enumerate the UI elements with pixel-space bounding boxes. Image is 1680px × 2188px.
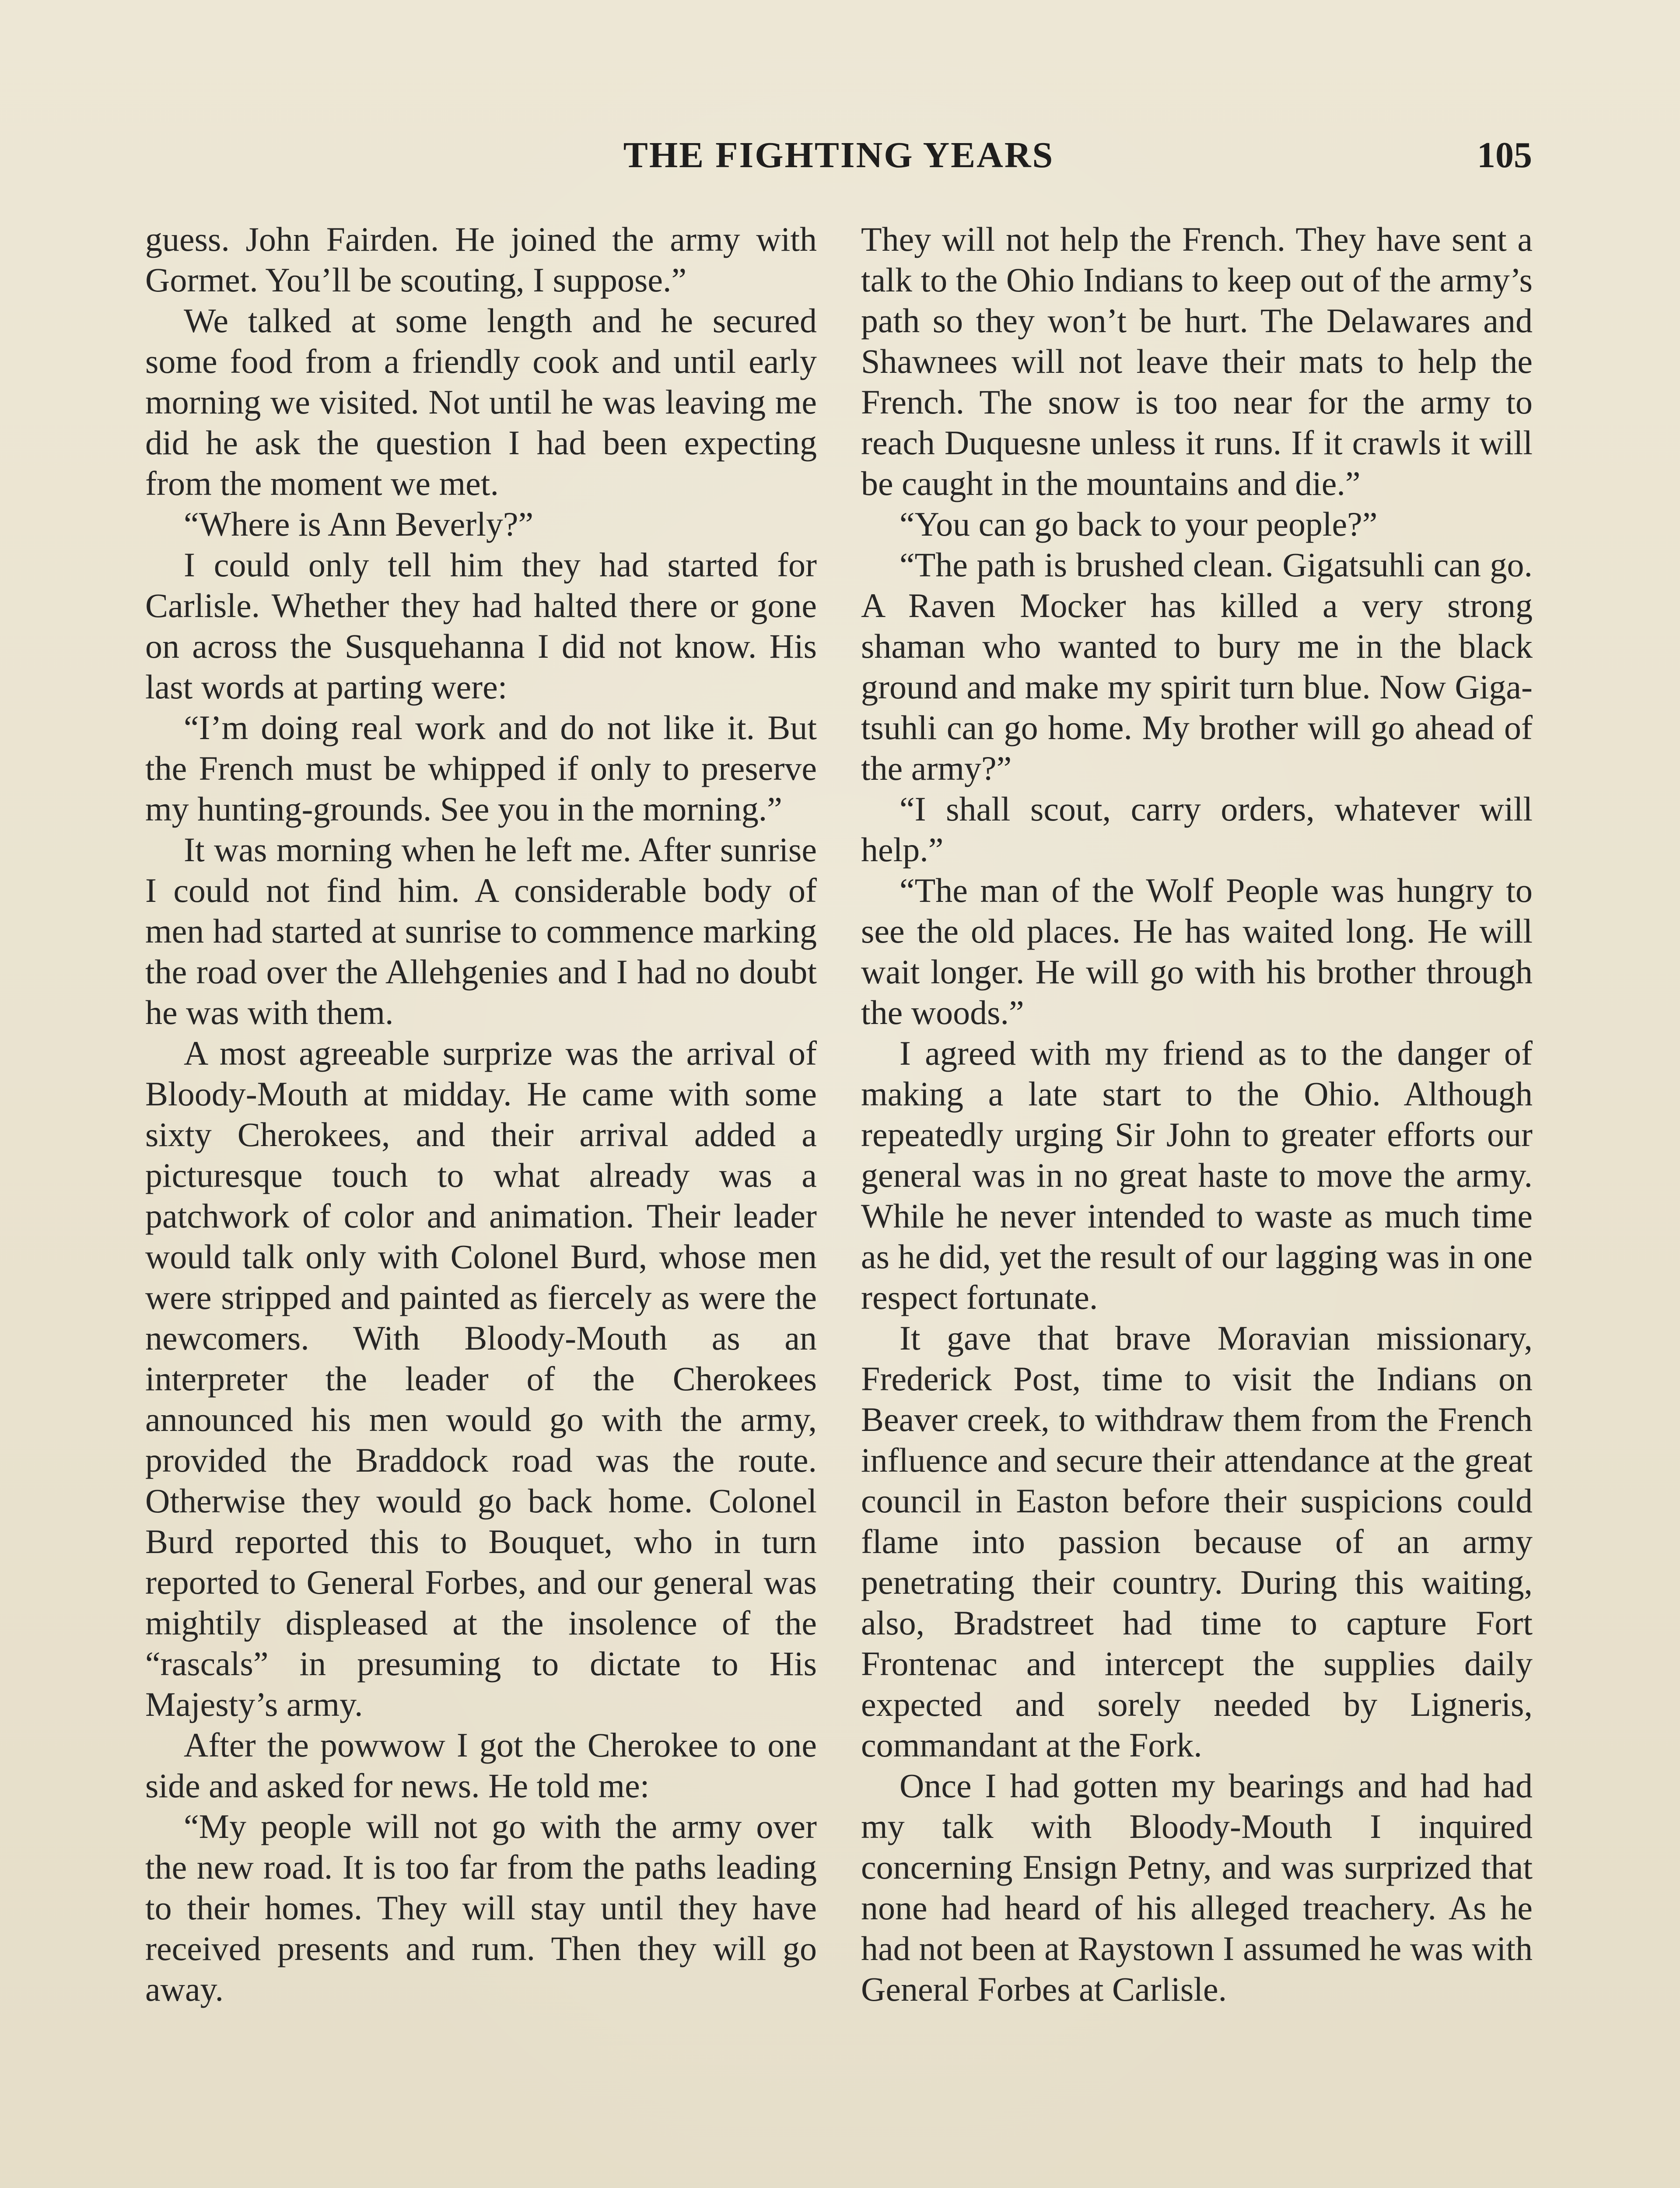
paragraph: We talked at some length and he secured some food from a friendly cook and until early morning we visited. Not until he was leaving me did he ask the question I had been expecting from the moment we met. xyxy=(145,302,817,502)
left-text-column xyxy=(145,219,817,2009)
paragraph: A most agreeable surprize was the arrival of Bloody-Mouth at midday. He came with some sixty Cherokees, and their arrival added a picturesque touch to what already was a patchwork of color and animation. Their leader would talk only with Colonel Burd, whose men were stripped and painted as fiercely as were the newcomers. With Bloody-Mouth as an interpreter the leader of the Cherokees announced his men would go with the army, provided the Braddock road was the route. Otherwise they would go back home. Colonel Burd reported this to Bouquet, who in turn reported to General Forbes, and our general was mightily displeased at the insolence of the “rascals” in presuming to dictate to His Majesty’s army. xyxy=(145,1034,817,1723)
page-header xyxy=(145,131,1532,179)
paragraph: They will not help the French. They have sent a talk to the Ohio Indians to keep out of the army’s path so they won’t be hurt. The Delawares and Shawnees will not leave their mats to help the French. The snow is too near for the army to reach Duquesne unless it runs. If it crawls it will be caught in the mountains and die.” xyxy=(861,220,1533,502)
paragraph: It was morning when he left me. After sunrise I could not find him. A considerable body of men had started at sunrise to commence marking the road over the Allehgenies and I had no doubt he was with them. xyxy=(145,831,817,1031)
paragraph: After the powwow I got the Cherokee to one side and asked for news. He told me: xyxy=(145,1726,817,1805)
page-number: 105 xyxy=(1477,135,1532,175)
paragraph: “The path is brushed clean. Gigatsuhli can go. A Raven Mocker has killed a very strong shaman who wanted to bury me in the black ground and make my spirit turn blue. Now Giga-tsuhli can go home. My brother will go ahead of the army?” xyxy=(861,546,1533,787)
paragraph: “The man of the Wolf People was hungry to see the old places. He has waited long. He will wait longer. He will go with his brother through the woods.” xyxy=(861,871,1533,1031)
paragraph: I could only tell him they had started for Carlisle. Whether they had halted there or gone on across the Susquehanna I did not know. His last words at parting were: xyxy=(145,546,817,706)
paragraph: “My people will not go with the army over the new road. It is too far from the paths leading to their homes. They will stay until they have received presents and rum. Then they will go away. xyxy=(145,1807,817,2008)
paragraph: “I’m doing real work and do not like it. But the French must be whipped if only to preserve my hunting-grounds. See you in the morning.” xyxy=(145,708,817,828)
paragraph: “You can go back to your people?” xyxy=(900,505,1378,543)
paragraph: “Where is Ann Beverly?” xyxy=(184,505,534,543)
paragraph: “I shall scout, carry orders, whatever will help.” xyxy=(861,790,1533,869)
paragraph: Once I had gotten my bearings and had had my talk with Bloody-Mouth I inquired concerning Ensign Petny, and was surprized that none had heard of his alleged treachery. As he had not been at Raystown I assumed he was with General Forbes at Carlisle. xyxy=(861,1767,1533,2008)
running-title: THE FIGHTING YEARS xyxy=(623,135,1054,175)
paragraph: It gave that brave Moravian missionary, Frederick Post, time to visit the Indians on Beaver creek, to withdraw them from the French influence and secure their attendance at the great council in Easton before their suspicions could flame into passion because of an army penetrating their country. During this waiting, also, Bradstreet had time to capture Fort Frontenac and intercept the supplies daily expected and sorely needed by Ligneris, commandant at the Fork. xyxy=(861,1319,1533,1764)
paragraph: I agreed with my friend as to the danger of making a late start to the Ohio. Although repeatedly urging Sir John to greater efforts our general was in no great haste to move the army. While he never intended to waste as much time as he did, yet the result of our lagging was in one respect fortunate. xyxy=(861,1034,1533,1316)
right-text-column xyxy=(861,219,1533,2009)
paragraph: guess. John Fairden. He joined the army with Gormet. You’ll be scouting, I suppose.” xyxy=(145,220,817,299)
